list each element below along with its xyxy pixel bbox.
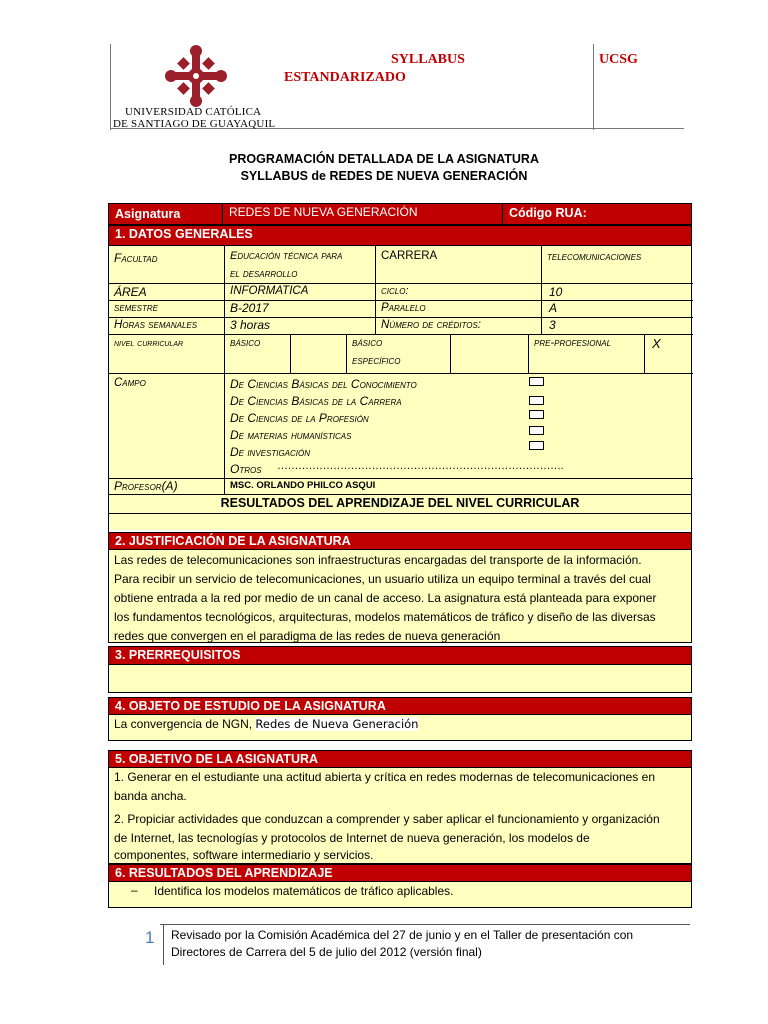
creditos-label: Número de créditos: [381, 319, 481, 331]
objeto-body [108, 714, 692, 741]
campo-option-5: De investigación [230, 445, 311, 459]
campo-option-4: De materias humanísticas [230, 428, 352, 442]
semestre-label-cell [109, 301, 225, 318]
nivel-pre-profesional-cell [529, 335, 645, 374]
objetivo-p1-line2: banda ancha. [114, 789, 187, 803]
nivel-especifico-mark-cell [451, 335, 529, 374]
nivel-basico-mark-cell [291, 335, 347, 374]
carrera-value: telecomunicaciones [547, 251, 642, 263]
ciclo-label-cell [376, 284, 542, 301]
nivel-mark-cell [645, 335, 693, 374]
area-value-cell [225, 284, 376, 301]
objetivo-p1-line1: 1. Generar en el estudiante una actitud abierta y crítica en redes modernas de telecomunicaciones en [114, 770, 655, 784]
page-number: 1 [145, 928, 155, 947]
resultados-body [108, 881, 692, 908]
campo-options-cell [225, 374, 693, 479]
campo-checkbox-1[interactable] [529, 377, 544, 386]
campo-checkbox-2[interactable] [529, 396, 544, 405]
asignatura-value: REDES DE NUEVA GENERACIÓN [229, 205, 418, 219]
campo-checkbox-5[interactable] [529, 441, 544, 450]
carrera-label: CARRERA [381, 250, 438, 262]
asignatura-label: Asignatura [115, 207, 181, 221]
header-title-syllabus: SYLLABUS [391, 52, 465, 67]
profesor-label-cell [109, 479, 225, 495]
facultad-value-line2: el desarrollo [230, 268, 298, 280]
nivel-label-cell [109, 335, 225, 374]
profesor-value: MSC. ORLANDO PHILCO ASQUI [230, 480, 376, 491]
justificacion-line-5: redes que convergen en el paradigma de las redes de nueva generación [114, 629, 501, 643]
campo-option-6: Otros [230, 462, 262, 476]
resultados-nivel-heading: RESULTADOS DEL APRENDIZAJE DEL NIVEL CURRICULAR [108, 494, 692, 514]
paralelo-label-cell [376, 301, 542, 318]
horas-label-cell [109, 318, 225, 335]
asignatura-row [108, 203, 692, 225]
campo-label-cell [109, 374, 225, 479]
objetivo-p2-line2: de Internet, las tecnologías y protocolos de Internet de nueva generación, los modelos de [114, 831, 590, 845]
objetivo-p2-line1: 2. Propiciar actividades que conduzcan a comprender y saber aplicar el funcionamiento y organización [114, 812, 660, 826]
resultados-nivel-empty-row [108, 513, 692, 531]
justificacion-line-4: los fundamentos tecnológicos, arquitecturas, modelos matemáticos de tráfico y diseño de las diversas [114, 610, 656, 624]
facultad-value-cell [225, 246, 376, 284]
horas-label: Horas semanales [114, 319, 198, 331]
section-resultados-heading: 6. RESULTADOS DEL APRENDIZAJE [108, 864, 692, 882]
campo-label: Campo [114, 377, 146, 389]
university-crest-logo [165, 45, 227, 107]
document-title-line2: SYLLABUS de REDES DE NUEVA GENERACIÓN [240, 169, 528, 183]
footer-text [171, 927, 633, 961]
nivel-basico: básico [230, 337, 261, 349]
university-name-line1: UNIVERSIDAD CATÓLICA [125, 106, 262, 118]
profesor-value-cell [225, 479, 693, 495]
footer-rule [160, 924, 690, 925]
section-objeto-heading: 4. OBJETO DE ESTUDIO DE LA ASIGNATURA [108, 697, 692, 715]
campo-option-3: De Ciencias de la Profesión [230, 411, 369, 425]
codigo-rua-label: Código RUA: [509, 206, 587, 220]
nivel-mark: X [652, 336, 661, 351]
paralelo-label: Paralelo [381, 302, 426, 314]
section-justificacion-heading: 2. JUSTIFICACIÓN DE LA ASIGNATURA [108, 532, 692, 550]
objetivo-body [108, 767, 692, 864]
carrera-label-cell [376, 246, 542, 284]
footer-line1: Revisado por la Comisión Académica del 27 de junio y en el Taller de presentación con [171, 928, 634, 942]
paralelo-value-cell [542, 301, 693, 318]
paralelo-value: A [549, 301, 558, 315]
datos-generales-grid [108, 245, 692, 495]
asignatura-divider-2 [502, 203, 503, 225]
creditos-value: 3 [549, 318, 556, 332]
nivel-basico-especifico-line2: específico [352, 355, 401, 367]
resultados-item: Identifica los modelos matemáticos de tráfico aplicables. [154, 884, 454, 898]
facultad-label: Facultad [114, 251, 158, 265]
area-value: INFORMATICA [230, 285, 309, 297]
document-title-line1: PROGRAMACIÓN DETALLADA DE LA ASIGNATURA [229, 152, 539, 166]
asignatura-divider-1 [222, 203, 223, 225]
ciclo-value-cell [542, 284, 693, 301]
campo-option-2: De Ciencias Básicas de la Carrera [230, 394, 402, 408]
campo-otros-dots: ………………………………………………………………………. [277, 460, 564, 472]
nivel-basico-cell [225, 335, 291, 374]
section-datos-generales-heading: 1. DATOS GENERALES [108, 225, 692, 246]
semestre-value-cell [225, 301, 376, 318]
header-title-estandarizado: ESTANDARIZADO [284, 70, 406, 85]
creditos-value-cell [542, 318, 693, 335]
footer-divider [163, 925, 164, 965]
university-name [113, 106, 283, 130]
ciclo-value: 10 [549, 285, 563, 299]
nivel-basico-especifico-cell [347, 335, 451, 374]
creditos-label-cell [376, 318, 542, 335]
header-divider-right [593, 44, 594, 130]
area-label-cell [109, 284, 225, 301]
carrera-value-cell [542, 246, 693, 284]
area-label: ÁREA [114, 285, 147, 299]
nivel-basico-especifico-line1: básico [352, 337, 383, 349]
resultados-item-dash: – [131, 883, 138, 897]
objetivo-p2-line3: componentes, software intermediario y servicios. [114, 848, 374, 862]
campo-checkbox-4[interactable] [529, 426, 544, 435]
footer-line2: Directores de Carrera del 5 de julio del 2012 (versión final) [171, 945, 482, 959]
profesor-label: Profesor(A) [114, 479, 178, 493]
nivel-pre-profesional: pre-profesional [534, 337, 612, 349]
campo-checkbox-3[interactable] [529, 410, 544, 419]
facultad-label-cell [109, 246, 225, 284]
ciclo-label: ciclo: [381, 285, 409, 297]
section-objetivo-heading: 5. OBJETIVO DE LA ASIGNATURA [108, 750, 692, 768]
semestre-value: B-2017 [230, 301, 269, 315]
justificacion-line-2: Para recibir un servicio de telecomunicaciones, un usuario utiliza un equipo terminal a través del cual [114, 572, 651, 586]
header-divider-left [110, 44, 111, 130]
facultad-value-line1: Educación técnica para [230, 250, 343, 262]
objeto-text-a: La convergencia de NGN, [114, 717, 256, 731]
justificacion-line-3: obtiene entrada a la red por medio de un canal de acceso. La asignatura está planteada para exponer [114, 591, 657, 605]
section-prerrequisitos-heading: 3. PRERREQUISITOS [108, 646, 692, 665]
university-name-line2: DE SANTIAGO DE GUAYAQUIL [113, 118, 276, 130]
header-code: UCSG [599, 52, 638, 67]
campo-option-1: De Ciencias Básicas del Conocimiento [230, 377, 417, 391]
nivel-label: nivel curricular [114, 337, 184, 349]
horas-value: 3 horas [230, 318, 271, 332]
semestre-label: semestre [114, 302, 159, 314]
justificacion-body [108, 549, 692, 643]
objeto-text-b: Redes de Nueva Generación [255, 717, 419, 731]
prerrequisitos-body [108, 664, 692, 693]
horas-value-cell [225, 318, 376, 335]
justificacion-line-1: Las redes de telecomunicaciones son infraestructuras encargadas del transporte de la información. [114, 553, 642, 567]
